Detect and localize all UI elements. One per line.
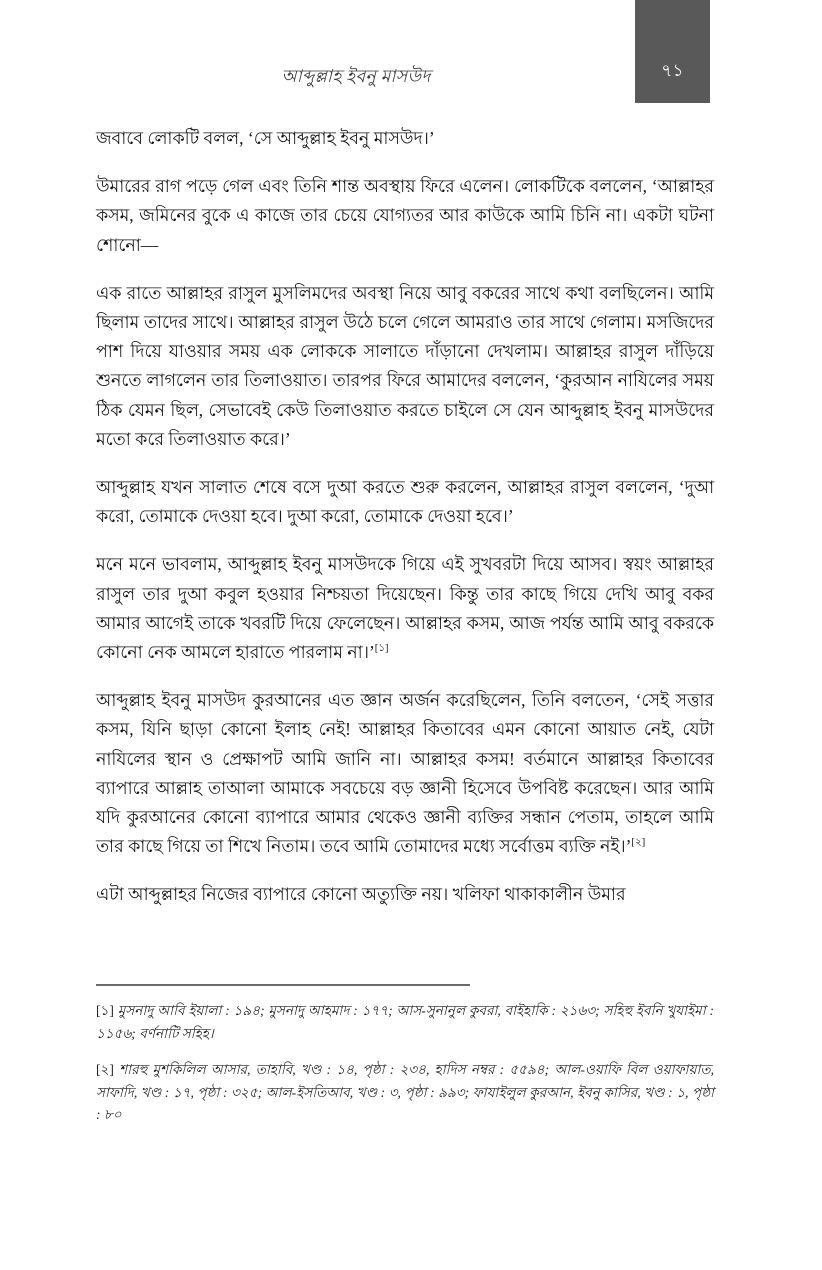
footnote-text: শারহু মুশকিলিল আসার, তাহাবি, খণ্ড : ১৪, পৃষ্ঠা : ২৩৪, হাদিস নম্বর : ৫৫৯৪; আল-ওয়াফি বিল ওয়াফায়াত, সাফাদি, খণ্ড : ১৭, পৃষ্ঠা : ৩২৫; আল-ইসতিআব, খণ্ড : ৩, পৃষ্ঠা : ৯৯৩; ফাযাইলুল কুরআন, ইবনু কাসির, খণ্ড : ১, পৃষ্ঠা : ৮০	[96, 1062, 714, 1123]
page-number: ৭১	[661, 61, 684, 80]
paragraph-with-footnote	[96, 550, 714, 667]
paragraph: আব্দুল্লাহ যখন সালাত শেষে বসে দুআ করতে শুরু করলেন, আল্লাহর রাসুল বললেন, ‘দুআ করো, তোমাকে দেওয়া হবে। দুআ করো, তোমাকে দেওয়া হবে।’	[96, 477, 714, 527]
footnote-item	[96, 1000, 714, 1045]
running-head: আব্দুল্লাহ ইবনু মাসউদ	[281, 66, 431, 86]
paragraph: উমারের রাগ পড়ে গেল এবং তিনি শান্ত অবস্থায় ফিরে এলেন। লোকটিকে বললেন, ‘আল্লাহর কসম, জমিনের বুকে এ কাজে তার চেয়ে যোগ্যতর আর কাউকে আমি চিনি না। একটা ঘটনা শোনো—	[96, 176, 714, 255]
footnote-text: মুসনাদু আবি ইয়ালা : ১৯৪; মুসনাদু আহমাদ : ১৭৭; আস-সুনানুল কুবরা, বাইহাকি : ২১৬৩; সহিহু ইবনি খুযাইমা : ১১৫৬; বর্ণনাটি সহিহ।	[96, 1003, 714, 1041]
footnote-marker: [১]	[96, 1003, 114, 1018]
paragraph: জবাবে লোকটি বলল, ‘সে আব্দুল্লাহ ইবনু মাসউদ।’	[96, 128, 435, 148]
footnote-marker: [২]	[96, 1062, 114, 1078]
page-number-box	[635, 0, 710, 103]
body-text	[96, 124, 714, 910]
footnote-reference-1[interactable]: [১]	[374, 643, 389, 655]
paragraph: এক রাতে আল্লাহর রাসুল মুসলিমদের অবস্থা নিয়ে আবু বকরের সাথে কথা বলছিলেন। আমি ছিলাম তাদের সাথে। আল্লাহর রাসুল উঠে চলে গেলে আমরাও তার সাথে গেলাম। মসজিদের পাশ দিয়ে যাওয়ার সময় এক লোককে সালাতে দাঁড়ানো দেখলাম। আল্লাহর রাসুল দাঁড়িয়ে শুনতে লাগলেন তার তিলাওয়াত। তারপর ফিরে আমাদের বললেন, ‘কুরআন নাযিলের সময় ঠিক যেমন ছিল, সেভাবেই কেউ তিলাওয়াত করতে চাইলে সে যেন আব্দুল্লাহ ইবনু মাসউদের মতো করে তিলাওয়াত করে।’	[96, 282, 714, 449]
footnote-separator	[96, 984, 470, 986]
paragraph: এটা আব্দুল্লাহর নিজের ব্যাপারে কোনো অত্যুক্তি নয়। খলিফা থাকাকালীন উমার	[96, 884, 626, 905]
footnote-list	[96, 1000, 714, 1127]
footnote-item	[96, 1059, 714, 1127]
paragraph-text: আব্দুল্লাহ ইবনু মাসউদ কুরআনের এত জ্ঞান অর্জন করেছিলেন, তিনি বলতেন, ‘সেই সত্তার কসম, যিনি ছাড়া কোনো ইলাহ নেই! আল্লাহর কিতাবের এমন কোনো আয়াত নেই, যেটা নাযিলের স্থান ও প্রেক্ষাপট আমি জানি না। আল্লাহর কসম! বর্তমানে আল্লাহর কিতাবের ব্যাপারে আল্লাহ তাআলা আমাকে সবচেয়ে বড় জ্ঞানী হিসেবে উপবিষ্ট করেছেন। আর আমি যদি কুরআনের কোনো ব্যাপারে আমার থেকেও জ্ঞানী ব্যক্তির সন্ধান পেতাম, তাহলে আমি তার কাছে গিয়ে তা শিখে নিতাম। তবে আমি তোমাদের মধ্যে সর্বোত্তম ব্যক্তি নই।’	[96, 690, 714, 857]
footnote-reference-2[interactable]: [২]	[631, 837, 646, 849]
paragraph-text: মনে মনে ভাবলাম, আব্দুল্লাহ ইবনু মাসউদকে গিয়ে এই সুখবরটা দিয়ে আসব। স্বয়ং আল্লাহর রাসুল তার দুআ কবুল হওয়ার নিশ্চয়তা দিয়েছেন। কিন্তু তার কাছে গিয়ে দেখি আবু বকর আমার আগেই তাকে খবরটি দিয়ে ফেলেছেন। আল্লাহর কসম, আজ পর্যন্ত আমি আবু বকরকে কোনো নেক আমলে হারাতে পারলাম না।’	[96, 554, 714, 663]
paragraph-with-footnote	[96, 686, 714, 861]
